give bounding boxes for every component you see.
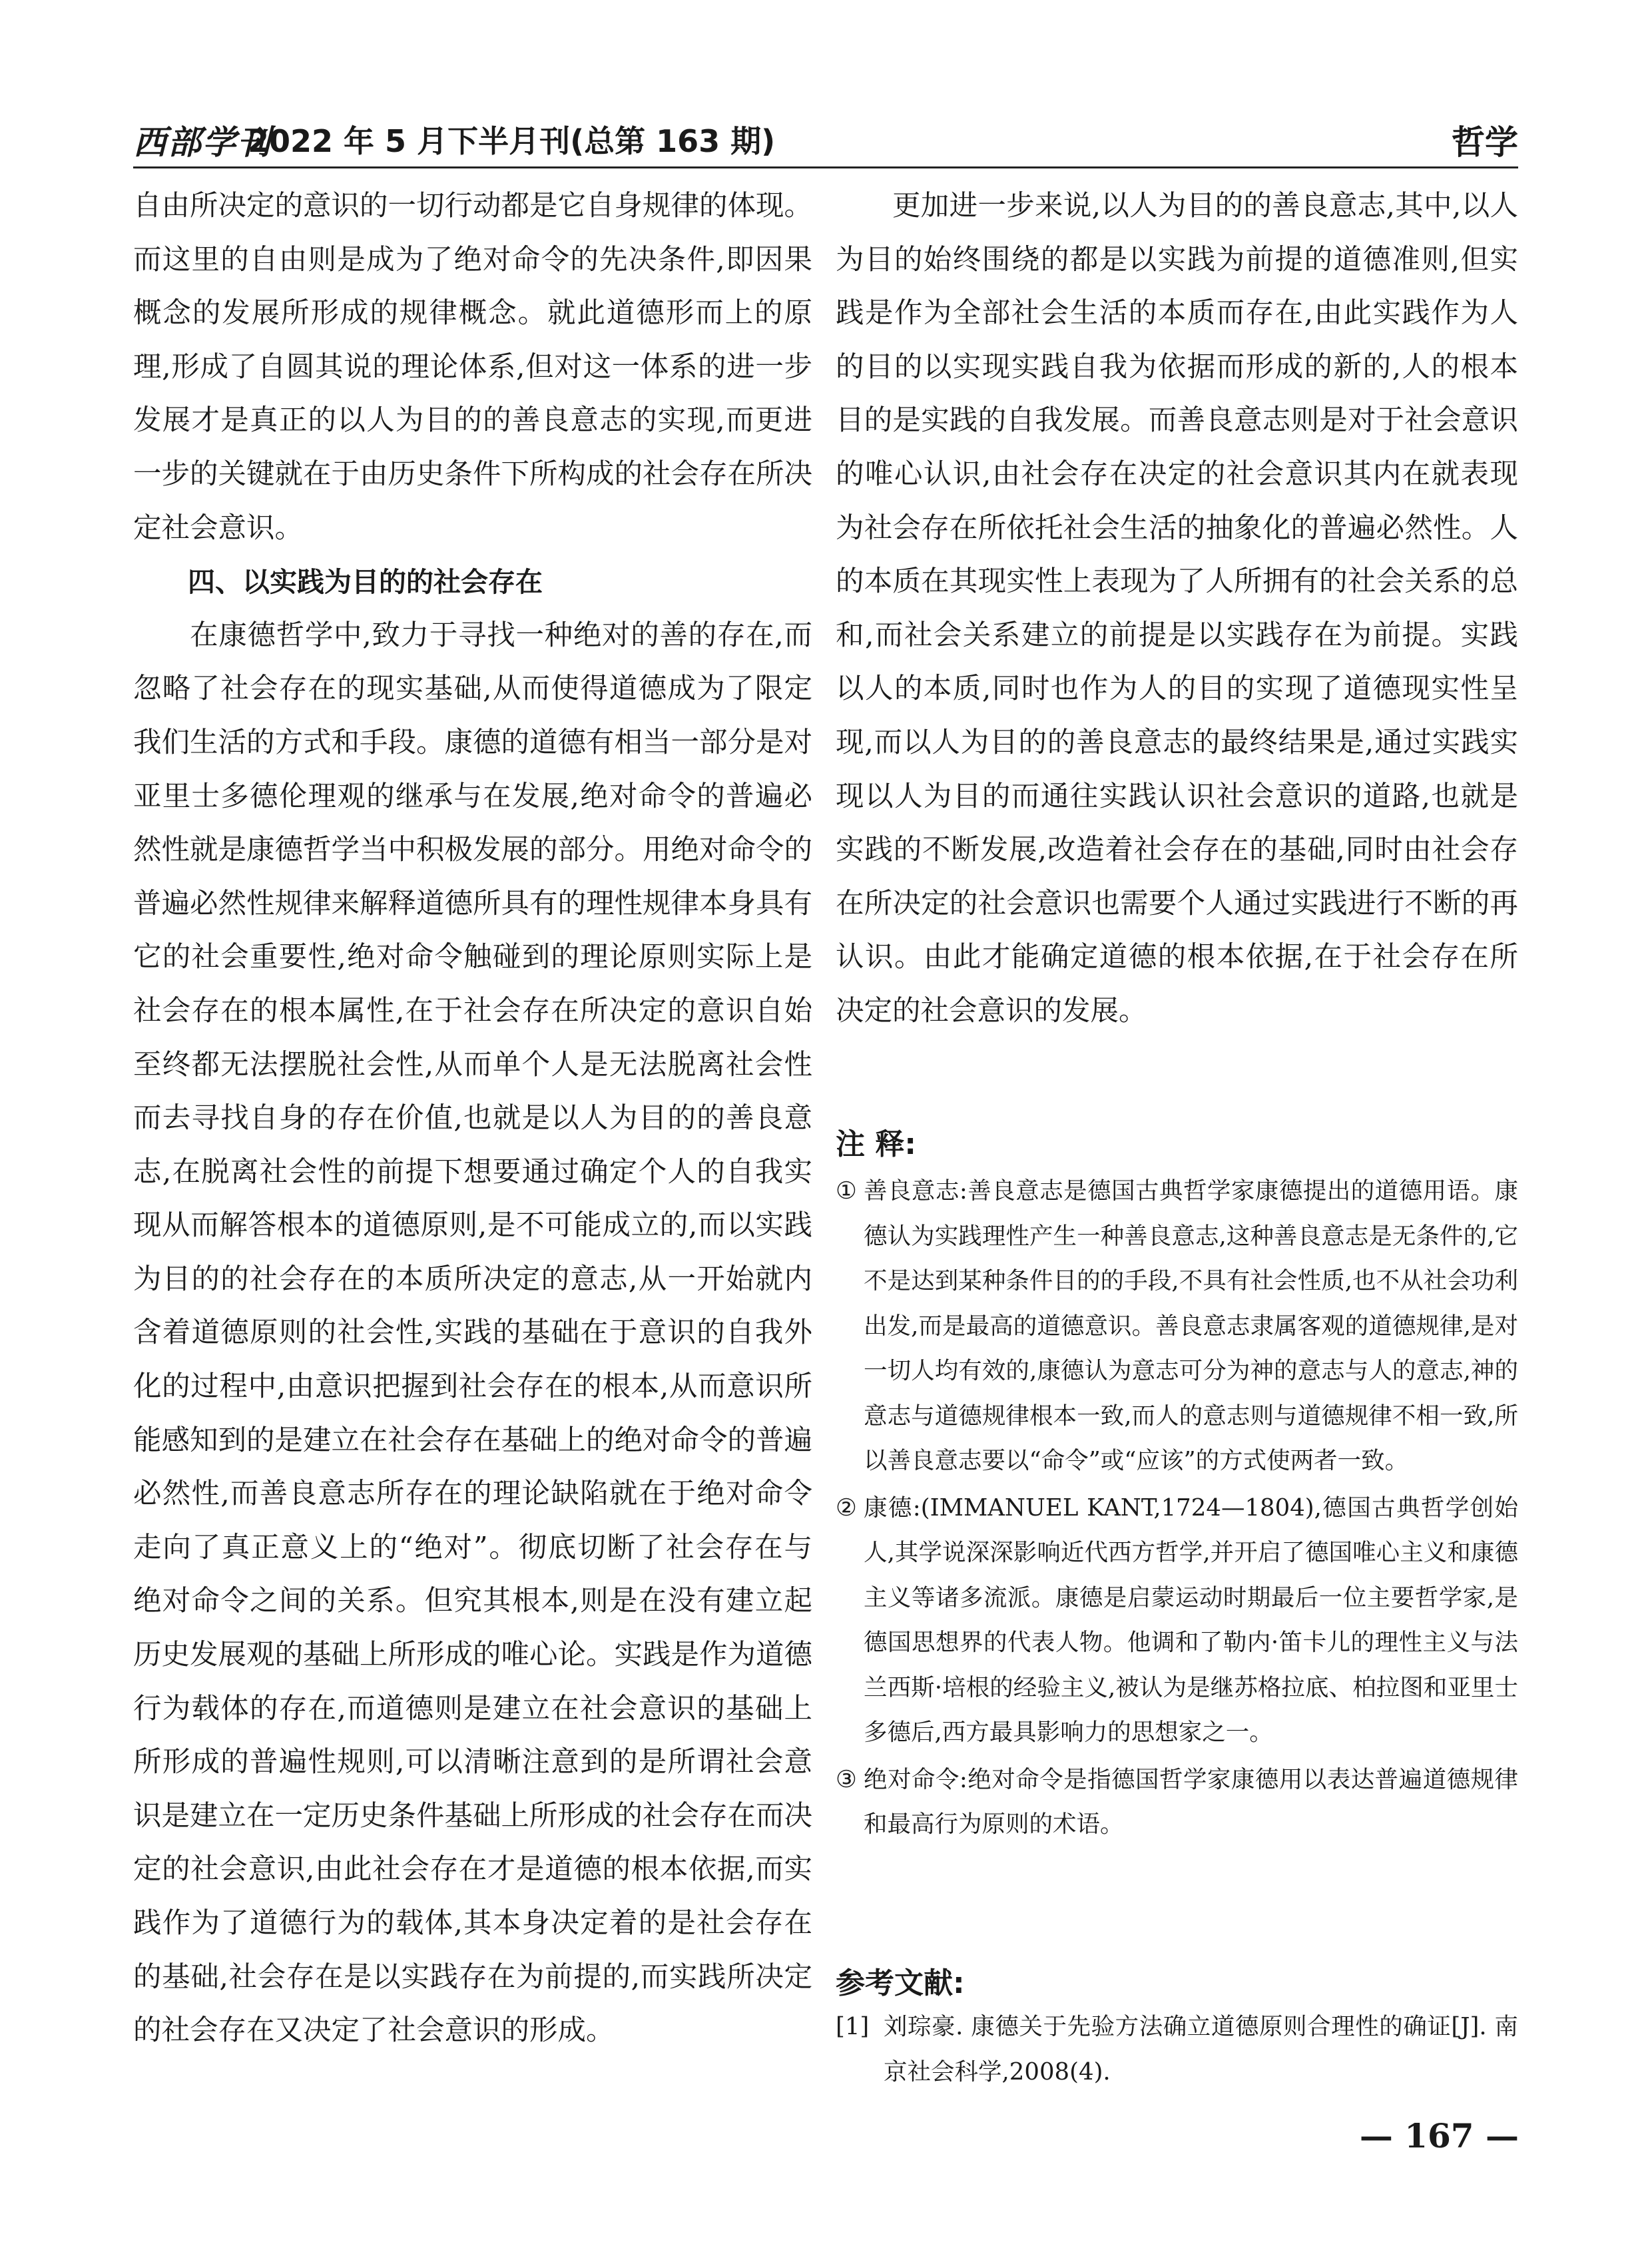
body-paragraph: 在康德哲学中,致力于寻找一种绝对的善的存在,而忽略了社会存在的现实基础,从而使得道德成为了限定我们生活的方式和手段。康德的道德有相当一部分是对亚里士多德伦理观的继承与在发展,绝对命令的普遍必然性就是康德哲学当中积极发展的部分。用绝对命令的普遍必然性规律来解释道德所具有的理性规律本身具有它的社会重要性,绝对命令触碰到的理论原则实际上是社会存在的根本属性,在于社会存在所决定的意识自始至终都无法摆脱社会性,从而单个人是无法脱离社会性而去寻找自身的存在价值,也就是以人为目的的善良意志,在脱离社会性的前提下想要通过确定个人的自我实现从而解答根本的道德原则,是不可能成立的,而以实践为目的的社会存在的本质所决定的意志,从一开始就内含着道德原则的社会性,实践的基础在于意识的自我外化的过程中,由意识把握到社会存在的根本,从而意识所能感知到的是建立在社会存在基础上的绝对命令的普遍必然性,而善良意志所存在的理论缺陷就在于绝对命令走向了真正意义上的“绝对”。彻底切断了社会存在与绝对命令之间的关系。但究其根本,则是在没有建立起历史发展观的基础上所形成的唯心论。实践是作为道德行为载体的存在,而道德则是建立在社会意识的基础上所形成的普遍性规则,可以清晰注意到的是所谓社会意识是建立在一定历史条件基础上所形成的社会存在而决定的社会意识,由此社会存在才是道德的根本依据,而实践作为了道德行为的载体,其本身决定着的是社会存在的基础,社会存在是以实践存在为前提的,而实践所决定的社会存在又决定了社会意识的形成。	[133, 619, 813, 2048]
page-number: — 167 —	[1359, 2116, 1519, 2155]
references-list	[836, 2004, 1518, 2094]
continued-paragraph: 自由所决定的意识的一切行动都是它自身规律的体现。而这里的自由则是成为了绝对命令的先决条件,即因果概念的发展所形成的规律概念。就此道德形而上的原理,形成了自圆其说的理论体系,但对这一体系的进一步发展才是真正的以人为目的的善良意志的实现,而更进一步的关键就在于由历史条件下所构成的社会存在所决定社会意识。	[133, 190, 813, 545]
section-heading: 四、以实践为目的的社会存在	[188, 566, 543, 599]
note-text: 绝对命令:绝对命令是指德国哲学家康德用以表达普遍道德规律和最高行为原则的术语。	[864, 1765, 1518, 1838]
header-divider	[133, 166, 1518, 168]
section-label: 哲学	[1452, 123, 1518, 162]
reference-marker: [1]	[836, 2013, 870, 2040]
issue-info: 2022 年 5 月下半月刊(总第 163 期)	[248, 123, 776, 159]
note-text: 康德:(IMMANUEL KANT,1724—1804),德国古典哲学创始人,其学说深深影响近代西方哲学,并开启了德国唯心主义和康德主义等诸多流派。康德是启蒙运动时期最后一位主要哲学家,是德国思想界的代表人物。他调和了勒内·笛卡儿的理性主义与法兰西斯·培根的经验主义,被认为是继苏格拉底、柏拉图和亚里士多德后,西方最具影响力的思想家之一。	[864, 1494, 1518, 1746]
page-header	[133, 107, 1518, 160]
journal-logo: 西部学刊	[133, 123, 272, 162]
notes-title: 注 释:	[836, 1127, 916, 1161]
note-item	[836, 1757, 1518, 1847]
reference-text: 刘琮豪. 康德关于先验方法确立道德原则合理性的确证[J]. 南京社会科学,2008(4).	[884, 2013, 1518, 2086]
note-text: 善良意志:善良意志是德国古典哲学家康德提出的道德用语。康德认为实践理性产生一种善良意志,这种善良意志是无条件的,它不是达到某种条件目的的手段,不具有社会性质,也不从社会功利出发,而是最高的道德意识。善良意志隶属客观的道德规律,是对一切人均有效的,康德认为意志可分为神的意志与人的意志,神的意志与道德规律根本一致,而人的意志则与道德规律不相一致,所以善良意志要以“命令”或“应该”的方式使两者一致。	[864, 1177, 1518, 1474]
note-marker: ③	[836, 1765, 857, 1793]
left-column	[133, 180, 812, 2058]
note-item	[836, 1486, 1518, 1755]
reference-item	[836, 2004, 1518, 2094]
note-marker: ②	[836, 1494, 857, 1522]
body-paragraph: 更加进一步来说,以人为目的的善良意志,其中,以人为目的始终围绕的都是以实践为前提的道德准则,但实践是作为全部社会生活的本质而存在,由此实践作为人的目的以实现实践自我为依据而形成的新的,人的根本目的是实践的自我发展。而善良意志则是对于社会意识的唯心认识,由社会存在决定的社会意识其内在就表现为社会存在所依托社会生活的抽象化的普遍必然性。人的本质在其现实性上表现为了人所拥有的社会关系的总和,而社会关系建立的前提是以实践存在为前提。实践以人的本质,同时也作为人的目的实现了道德现实性呈现,而以人为目的的善良意志的最终结果是,通过实践实现以人为目的而通往实践认识社会意识的道路,也就是实践的不断发展,改造着社会存在的基础,同时由社会存在所决定的社会意识也需要个人通过实践进行不断的再认识。由此才能确定道德的根本依据,在于社会存在所决定的社会意识的发展。	[836, 190, 1518, 1027]
references-title: 参考文献:	[836, 1966, 965, 2000]
right-column	[836, 180, 1518, 1039]
note-item	[836, 1169, 1518, 1484]
note-marker: ①	[836, 1177, 857, 1205]
notes-list	[836, 1169, 1518, 1847]
